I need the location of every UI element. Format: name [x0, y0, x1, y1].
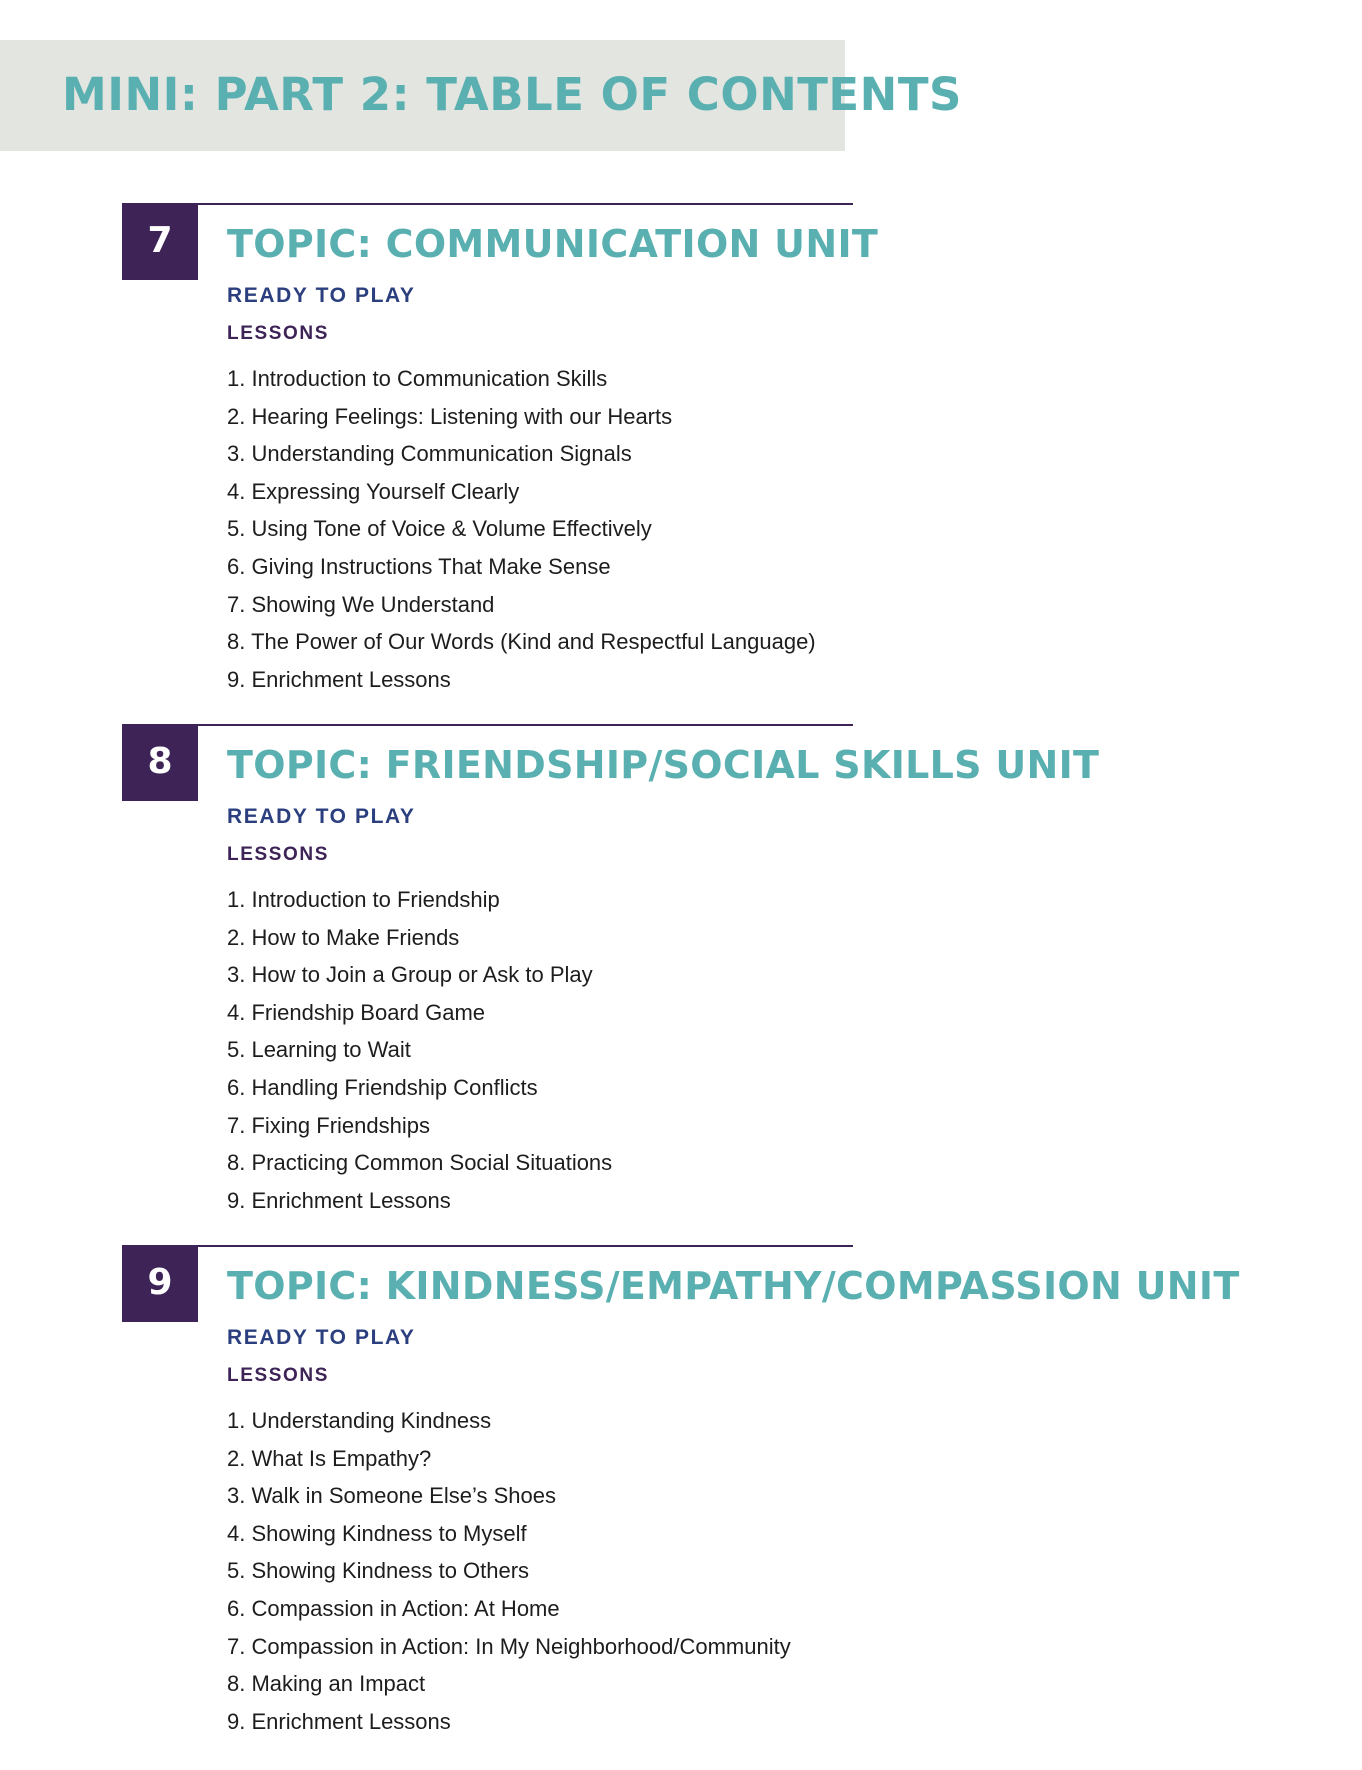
lesson-item: 1. Introduction to Communication Skills — [227, 366, 608, 391]
lesson-item: 8. Practicing Common Social Situations — [227, 1150, 613, 1176]
unit-title: TOPIC: KINDNESS/EMPATHY/COMPASSION UNIT — [227, 1264, 1240, 1308]
lesson-item: 7. Compassion in Action: In My Neighborhood/Community — [227, 1633, 791, 1659]
ready-to-play-label: READY TO PLAY — [227, 805, 416, 828]
lesson-item: 4. Showing Kindness to Myself — [227, 1520, 527, 1546]
lesson-item: 3. Understanding Communication Signals — [227, 441, 632, 467]
unit-divider — [122, 724, 853, 726]
ready-to-play-label: READY TO PLAY — [227, 284, 416, 307]
unit-divider — [122, 1245, 853, 1247]
lessons-label: LESSONS — [227, 1365, 329, 1386]
lesson-item: 6. Handling Friendship Conflicts — [227, 1074, 538, 1100]
lesson-item: 7. Showing We Understand — [227, 591, 495, 617]
lesson-item: 3. Walk in Someone Else’s Shoes — [227, 1483, 556, 1509]
lesson-item: 5. Showing Kindness to Others — [227, 1558, 530, 1584]
lesson-item: 6. Compassion in Action: At Home — [227, 1595, 560, 1621]
lesson-item: 5. Using Tone of Voice & Volume Effectively — [227, 516, 652, 542]
lesson-item: 9. Enrichment Lessons — [227, 1187, 451, 1213]
lesson-item: 4. Expressing Yourself Clearly — [227, 478, 520, 504]
lesson-item: 9. Enrichment Lessons — [227, 666, 451, 692]
lesson-item: 8. Making an Impact — [227, 1671, 426, 1697]
lesson-item: 9. Enrichment Lessons — [227, 1708, 451, 1734]
lesson-item: 2. How to Make Friends — [227, 924, 460, 950]
lesson-item: 6. Giving Instructions That Make Sense — [227, 553, 611, 579]
lesson-item: 2. What Is Empathy? — [227, 1445, 432, 1471]
lesson-item: 5. Learning to Wait — [227, 1037, 411, 1063]
lesson-item: 2. Hearing Feelings: Listening with our Hearts — [227, 403, 673, 429]
page-banner — [0, 40, 962, 151]
page-title: MINI: PART 2: TABLE OF CONTENTS — [62, 68, 962, 121]
unit-number-badge: 8 — [122, 724, 198, 801]
lesson-item: 4. Friendship Board Game — [227, 999, 486, 1025]
unit-divider — [122, 203, 853, 205]
lesson-item: 3. How to Join a Group or Ask to Play — [227, 962, 593, 988]
lessons-label: LESSONS — [227, 844, 329, 865]
unit-number-badge: 9 — [122, 1245, 198, 1322]
lesson-item: 1. Introduction to Friendship — [227, 887, 500, 912]
unit-number-badge: 7 — [122, 203, 198, 280]
ready-to-play-label: READY TO PLAY — [227, 1326, 416, 1349]
lesson-item: 8. The Power of Our Words (Kind and Respectful Language) — [227, 629, 816, 655]
unit-title: TOPIC: FRIENDSHIP/SOCIAL SKILLS UNIT — [227, 743, 1100, 787]
lessons-label: LESSONS — [227, 323, 329, 344]
lesson-item: 7. Fixing Friendships — [227, 1112, 430, 1138]
lesson-list — [227, 360, 816, 698]
lesson-list — [227, 1402, 791, 1740]
unit-title: TOPIC: COMMUNICATION UNIT — [227, 222, 879, 266]
lesson-list — [227, 881, 612, 1219]
lesson-item: 1. Understanding Kindness — [227, 1408, 492, 1433]
